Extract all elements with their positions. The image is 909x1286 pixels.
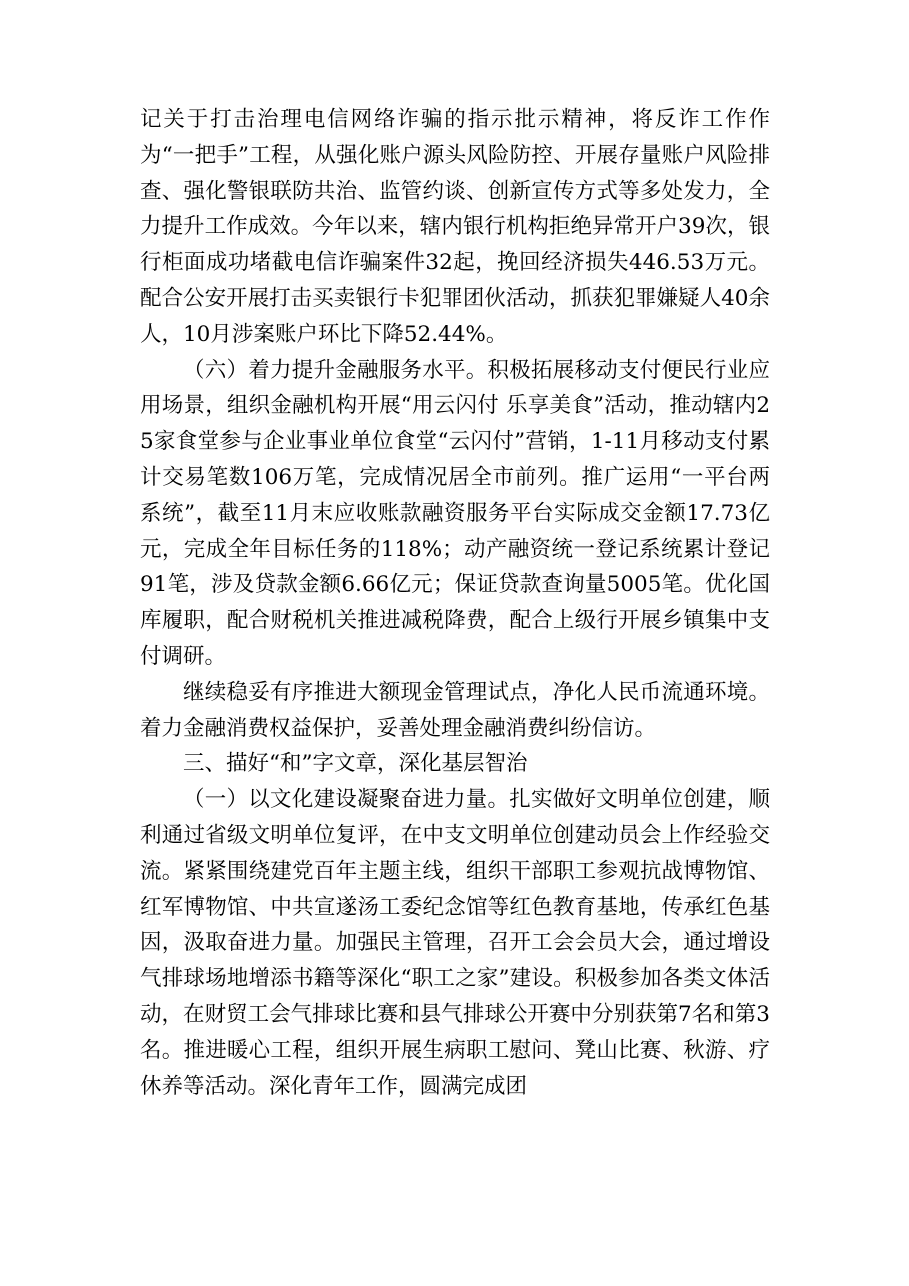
paragraph-2: （六）着力提升金融服务水平。积极拓展移动支付便民行业应用场景，组织金融机构开展“用云闪付 乐享美食”活动，推动辖内25家食堂参与企业事业单位食堂“云闪付”营销，1-11月移动支付累计交易笔数106万笔，完成情况居全市前列。推广运用“一平台两系统”，截至11月末应收账款融资服务平台实际成交金额17.73亿元，完成全年目标任务的118%；动产融资统一登记系统累计登记91笔，涉及贷款金额6.66亿元；保证贷款查询量5005笔。优化国库履职，配合财税机关推进减税降费，配合上级行开展乡镇集中支付调研。 (140, 357, 770, 669)
paragraph-5: （一）以文化建设凝聚奋进力量。扎实做好文明单位创建，顺利通过省级文明单位复评，在中支文明单位创建动员会上作经验交流。紧紧围绕建党百年主题主线，组织干部职工参观抗战博物馆、红军博物馆、中共宣遂汤工委纪念馆等红色教育基地，传承红色基因，汲取奋进力量。加强民主管理，召开工会会员大会，通过增设气排球场地增添书籍等深化“职工之家”建设。积极参加各类文体活动，在财贸工会气排球比赛和县气排球公开赛中分别获第7名和第3名。推进暖心工程，组织开展生病职工慰问、凳山比赛、秋游、疗休养等活动。深化青年工作，圆满完成团 (140, 787, 770, 1099)
paragraph-1: 记关于打击治理电信网络诈骗的指示批示精神，将反诈工作作为“一把手”工程，从强化账户源头风险防控、开展存量账户风险排查、强化警银联防共治、监管约谈、创新宣传方式等多处发力，全力提升工作成效。今年以来，辖内银行机构拒绝异常开户39次，银行柜面成功堵截电信诈骗案件32起，挽回经济损失446.53万元。配合公安开展打击买卖银行卡犯罪团伙活动，抓获犯罪嫌疑人40余人，10月涉案账户环比下降52.44%。 (140, 107, 770, 347)
document-page (140, 102, 770, 1104)
section-heading: 三、描好“和”字文章，深化基层智治 (183, 751, 528, 777)
paragraph-3: 继续稳妥有序推进大额现金管理试点，净化人民币流通环境。着力金融消费权益保护，妥善处理金融消费纠纷信访。 (140, 679, 770, 741)
